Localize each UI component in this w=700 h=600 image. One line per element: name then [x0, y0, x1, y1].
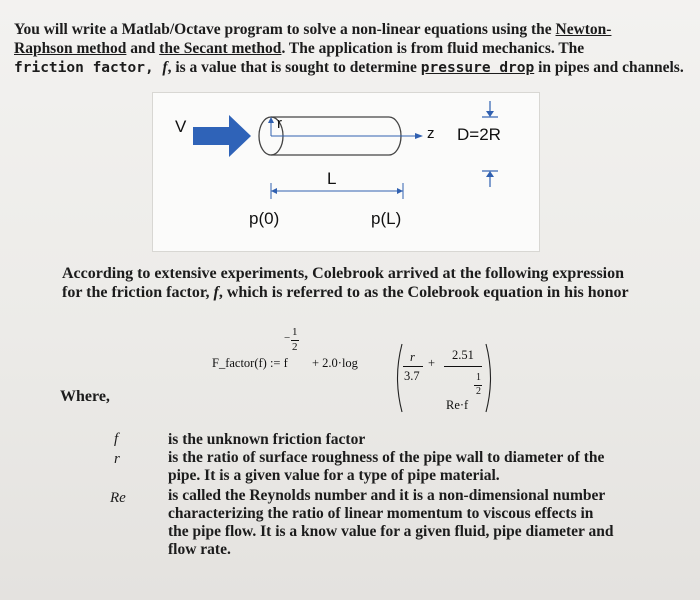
intro-text: , is a value that is sought to determine [167, 59, 421, 76]
left-paren [392, 342, 404, 414]
l-right-arrow-icon [397, 188, 403, 194]
intro-text: . The application is from fluid mechanics. The [281, 40, 585, 57]
definition-line: pipe. It is a given value for a type of pipe material. [168, 467, 500, 484]
intro-paragraph [14, 20, 694, 78]
d-top-arrow-icon [486, 111, 494, 117]
plus-sign: + [428, 356, 436, 370]
para2-line-2 [62, 283, 692, 302]
definition-line: is called the Reynolds number and it is a non-dimensional number [168, 487, 606, 504]
colebrook-paragraph [62, 264, 692, 302]
definition-symbol: f [114, 431, 119, 447]
definition-symbol: Re [110, 490, 126, 506]
pl-label: p(L) [371, 209, 402, 228]
frac2-exp-den: 2 [476, 386, 481, 397]
intro-line-2 [14, 39, 694, 58]
frac2-bar [444, 366, 482, 367]
f-symbol: f [213, 284, 219, 301]
friction-factor-term: friction factor, [14, 60, 163, 76]
raphson-term: Raphson method [14, 40, 127, 57]
f-symbol: f [162, 59, 168, 76]
definition-symbol: r [114, 451, 120, 467]
para2-text: for the friction factor, [62, 284, 214, 301]
frac2-exp-num: 1 [476, 372, 481, 383]
length-label: L [327, 169, 337, 188]
frac1-den: 3.7 [404, 369, 420, 383]
definition-text [168, 487, 688, 559]
intro-text: in pipes and channels. [534, 59, 684, 76]
exponent-den: 2 [292, 341, 298, 353]
definition-text [168, 431, 688, 449]
z-arrow-icon [415, 133, 423, 139]
frac1-bar [403, 366, 423, 367]
p0-label: p(0) [249, 209, 280, 228]
intro-line-3 [14, 58, 694, 78]
exponent-minus: − [284, 332, 291, 344]
pipe-drawing [153, 93, 539, 251]
para2-text: , which is referred to as the Colebrook equation in his honor [218, 284, 629, 301]
frac2-num: 2.51 [452, 348, 474, 362]
para2-line-1: According to extensive experiments, Colebrook arrived at the following expression [62, 265, 625, 282]
definition-line: is the ratio of surface roughness of the pipe wall to diameter of the [168, 449, 605, 466]
intro-text: You will write a Matlab/Octave program to solve a non-linear equations using the [14, 21, 556, 38]
right-paren [484, 342, 496, 414]
diameter-label: D=2R [457, 125, 501, 144]
definition-line: the pipe flow. It is a know value for a given fluid, pipe diameter and [168, 523, 614, 540]
frac2-den: Re·f [446, 398, 469, 412]
intro-line-1 [14, 20, 694, 39]
secant-term: the Secant method [159, 40, 282, 57]
definition-line: flow rate. [168, 541, 231, 558]
radius-label: r [277, 115, 282, 132]
definition-text [168, 449, 688, 485]
newton-term: Newton- [555, 21, 612, 38]
where-label: Where, [60, 388, 110, 405]
z-label: z [427, 125, 435, 142]
exponent-num: 1 [292, 326, 298, 338]
definition-line: characterizing the ratio of linear momentum to viscous effects in [168, 505, 594, 522]
pipe-diagram [152, 92, 540, 252]
flow-arrow-icon [193, 115, 251, 157]
l-left-arrow-icon [271, 188, 277, 194]
pressure-drop-term: pressure drop [420, 60, 535, 76]
intro-text: and [126, 40, 160, 57]
velocity-label: V [175, 117, 187, 136]
frac1-num: r [410, 350, 415, 364]
equation-lhs: F_factor(f) := f [212, 356, 288, 370]
definition-line: is the unknown friction factor [168, 431, 366, 448]
log-term: + 2.0·log [312, 356, 358, 370]
